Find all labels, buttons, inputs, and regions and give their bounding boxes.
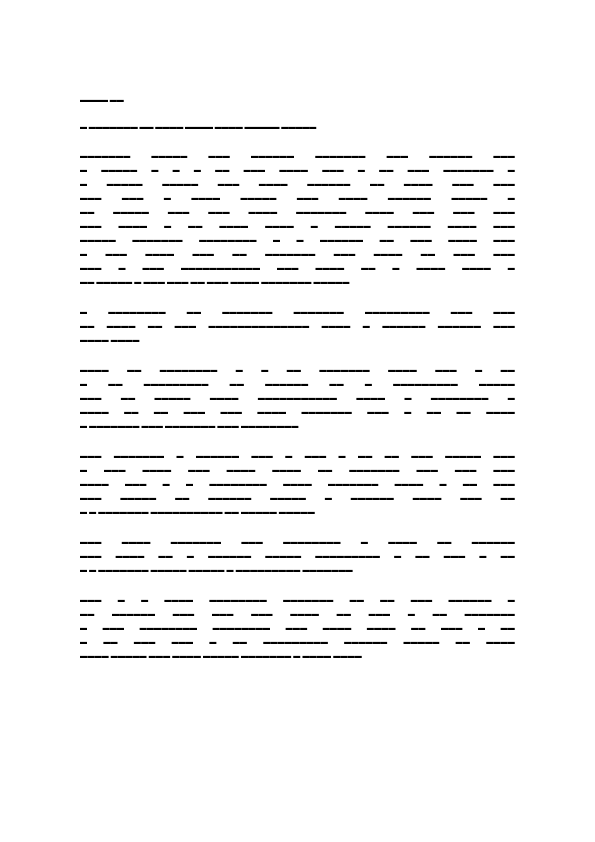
- paragraph: [80, 152, 515, 286]
- text-line: ▬ ▬ ▬▬▬▬▬▬▬ ▬▬▬▬▬▬▬▬▬▬ ▬▬ ▬▬▬▬▬ ▬▬▬▬▬: [80, 508, 315, 516]
- text-line: ▬▬▬▬▬ ▬▬▬▬▬▬▬ ▬▬▬▬▬▬▬▬ ▬ ▬ ▬▬▬▬▬▬ ▬▬ ▬▬▬ ▬▬▬▬ ▬▬▬: [80, 236, 515, 244]
- text-line: ▬▬▬▬ ▬▬ ▬▬ ▬▬▬ ▬▬▬ ▬▬▬▬ ▬▬▬▬▬▬▬ ▬▬▬ ▬ ▬▬ ▬▬ ▬▬▬▬: [80, 408, 515, 416]
- text-line: ▬▬▬ ▬▬▬ ▬ ▬▬▬▬ ▬▬▬▬▬ ▬▬▬ ▬▬▬▬ ▬▬▬▬▬▬ ▬▬▬▬▬ ▬: [80, 194, 515, 202]
- text-line: ▬ ▬▬▬▬▬ ▬ ▬ ▬ ▬▬ ▬▬▬ ▬▬▬▬ ▬▬▬ ▬ ▬▬ ▬▬▬ ▬▬▬▬▬▬▬ ▬: [80, 166, 515, 174]
- text-line: ▬ ▬▬▬ ▬▬▬▬ ▬▬▬ ▬▬ ▬▬▬▬▬▬▬ ▬▬▬ ▬▬▬▬ ▬▬ ▬▬▬ ▬▬▬: [80, 250, 515, 258]
- text-line: ▬▬▬▬ ▬▬ ▬▬▬▬▬▬▬▬ ▬ ▬ ▬▬ ▬▬▬▬▬▬▬ ▬▬▬▬ ▬▬▬ ▬ ▬▬: [80, 366, 515, 374]
- text-line: ▬ ▬▬ ▬▬▬▬▬▬▬▬▬ ▬▬ ▬▬▬▬▬▬ ▬▬ ▬ ▬▬▬▬▬▬▬▬▬ ▬▬▬▬▬: [80, 380, 515, 388]
- document-heading: ▬▬▬▬ ▬▬: [80, 96, 124, 104]
- text-line: ▬ ▬▬▬ ▬▬▬▬ ▬▬▬ ▬▬▬▬ ▬▬▬▬ ▬▬ ▬▬▬▬▬▬▬ ▬▬▬ ▬▬▬ ▬▬▬: [80, 466, 515, 474]
- text-line: ▬▬ ▬▬▬▬▬ ▬ ▬▬▬ ▬▬▬ ▬▬ ▬▬▬ ▬▬▬▬ ▬▬▬▬▬▬▬ ▬▬▬▬▬: [80, 278, 350, 286]
- text-line: ▬▬▬▬▬▬▬ ▬▬▬▬▬ ▬▬▬ ▬▬▬▬▬▬ ▬▬▬▬▬▬▬ ▬▬▬ ▬▬▬▬▬▬ ▬▬▬: [80, 152, 515, 160]
- text-line: ▬ ▬▬ ▬▬▬ ▬▬▬ ▬ ▬▬ ▬▬▬▬▬▬▬▬▬ ▬▬▬▬▬▬ ▬▬▬▬▬ ▬▬ ▬▬▬▬: [80, 638, 515, 646]
- paragraph: [80, 308, 515, 344]
- text-line: ▬▬▬ ▬ ▬ ▬▬▬▬ ▬▬▬▬▬▬▬▬ ▬▬▬▬▬▬▬ ▬▬ ▬▬ ▬▬▬ ▬▬▬▬▬▬ ▬: [80, 596, 515, 604]
- paragraph: [80, 596, 515, 660]
- text-line: ▬▬▬ ▬▬ ▬▬▬▬▬ ▬▬▬▬ ▬▬▬▬▬▬▬▬▬▬▬ ▬▬▬▬ ▬ ▬▬▬▬▬▬▬▬ ▬: [80, 394, 515, 402]
- text-line: ▬▬▬ ▬▬▬▬ ▬▬ ▬ ▬▬▬▬▬▬ ▬▬▬▬▬ ▬▬▬▬▬▬▬▬▬ ▬ ▬▬ ▬▬▬ ▬ ▬▬: [80, 552, 515, 560]
- document-body: [80, 152, 515, 660]
- text-line: ▬▬▬ ▬▬▬▬ ▬▬▬▬▬▬▬ ▬▬▬ ▬▬▬▬▬▬▬▬ ▬ ▬▬▬▬ ▬▬ ▬▬▬▬▬▬: [80, 538, 515, 546]
- text-line: ▬▬▬ ▬▬▬▬▬▬▬ ▬ ▬▬▬▬▬▬ ▬▬▬ ▬ ▬▬▬ ▬ ▬▬ ▬▬ ▬▬▬ ▬▬▬▬▬ ▬▬▬: [80, 452, 515, 460]
- text-line: ▬ ▬▬▬▬▬▬▬ ▬▬▬ ▬▬▬▬▬▬▬ ▬▬▬ ▬▬▬▬▬▬▬▬: [80, 422, 299, 430]
- text-line: ▬▬▬▬ ▬▬▬▬: [80, 336, 140, 344]
- text-line: ▬▬ ▬▬▬▬ ▬▬ ▬▬▬ ▬▬▬▬▬▬▬▬▬▬▬▬▬▬ ▬▬▬▬ ▬ ▬▬▬▬▬▬ ▬▬▬▬▬▬ ▬▬▬: [80, 322, 515, 330]
- text-line: ▬▬▬▬ ▬▬▬▬▬ ▬▬▬ ▬▬▬▬ ▬▬▬▬▬ ▬▬▬▬▬▬▬ ▬ ▬▬▬▬ ▬▬▬▬: [80, 652, 362, 660]
- document-subheading: ▬ ▬▬▬▬▬▬▬ ▬▬ ▬▬▬▬ ▬▬▬▬ ▬▬▬▬ ▬▬▬▬▬ ▬▬▬▬▬: [80, 123, 317, 131]
- text-line: ▬ ▬ ▬▬▬▬▬▬▬ ▬▬▬▬▬ ▬▬▬▬▬ ▬ ▬▬▬▬▬▬▬▬▬ ▬▬▬▬▬▬▬: [80, 566, 353, 574]
- text-line: ▬▬ ▬▬▬▬▬ ▬▬▬ ▬▬▬ ▬▬▬▬ ▬▬▬▬▬▬▬ ▬▬▬▬ ▬▬▬ ▬▬▬ ▬▬▬: [80, 208, 515, 216]
- text-line: ▬▬▬ ▬▬▬▬ ▬ ▬▬ ▬▬▬▬ ▬▬▬▬ ▬ ▬▬▬▬▬ ▬▬▬▬▬▬ ▬▬▬▬ ▬▬▬: [80, 222, 515, 230]
- text-line: ▬▬▬ ▬▬▬▬▬ ▬▬ ▬▬▬▬▬▬ ▬▬▬▬▬ ▬ ▬▬▬▬▬▬ ▬▬▬▬ ▬▬▬ ▬▬: [80, 494, 515, 502]
- paragraph: [80, 452, 515, 516]
- text-line: ▬ ▬▬▬ ▬▬▬▬▬▬▬▬ ▬▬▬▬▬▬▬▬ ▬▬▬ ▬▬▬▬ ▬▬▬▬ ▬▬ ▬▬▬ ▬ ▬▬: [80, 624, 515, 632]
- paragraph: [80, 538, 515, 574]
- text-line: ▬▬▬▬ ▬▬▬ ▬ ▬ ▬▬▬▬▬▬▬▬ ▬▬▬▬ ▬▬▬▬▬▬▬ ▬▬▬▬ ▬ ▬▬ ▬▬▬: [80, 480, 515, 488]
- paragraph: [80, 366, 515, 430]
- text-line: ▬ ▬▬▬▬▬▬▬▬ ▬▬ ▬▬▬▬▬▬▬ ▬▬▬▬▬▬▬ ▬▬▬▬▬▬▬▬▬ ▬▬▬ ▬▬▬: [80, 308, 515, 316]
- text-line: ▬ ▬▬▬▬▬ ▬▬▬▬▬ ▬▬▬ ▬▬▬▬ ▬▬▬▬▬▬ ▬▬ ▬▬▬▬ ▬▬▬ ▬▬▬: [80, 180, 515, 188]
- text-line: ▬▬ ▬▬▬▬▬▬ ▬▬▬ ▬▬▬ ▬▬▬ ▬▬▬▬ ▬▬ ▬▬▬ ▬ ▬▬ ▬▬▬▬▬▬▬: [80, 610, 515, 618]
- text-line: ▬▬▬ ▬ ▬▬▬ ▬▬▬▬▬▬▬▬▬▬▬ ▬▬▬ ▬▬▬▬ ▬▬ ▬ ▬▬▬▬ ▬▬▬▬ ▬: [80, 264, 515, 272]
